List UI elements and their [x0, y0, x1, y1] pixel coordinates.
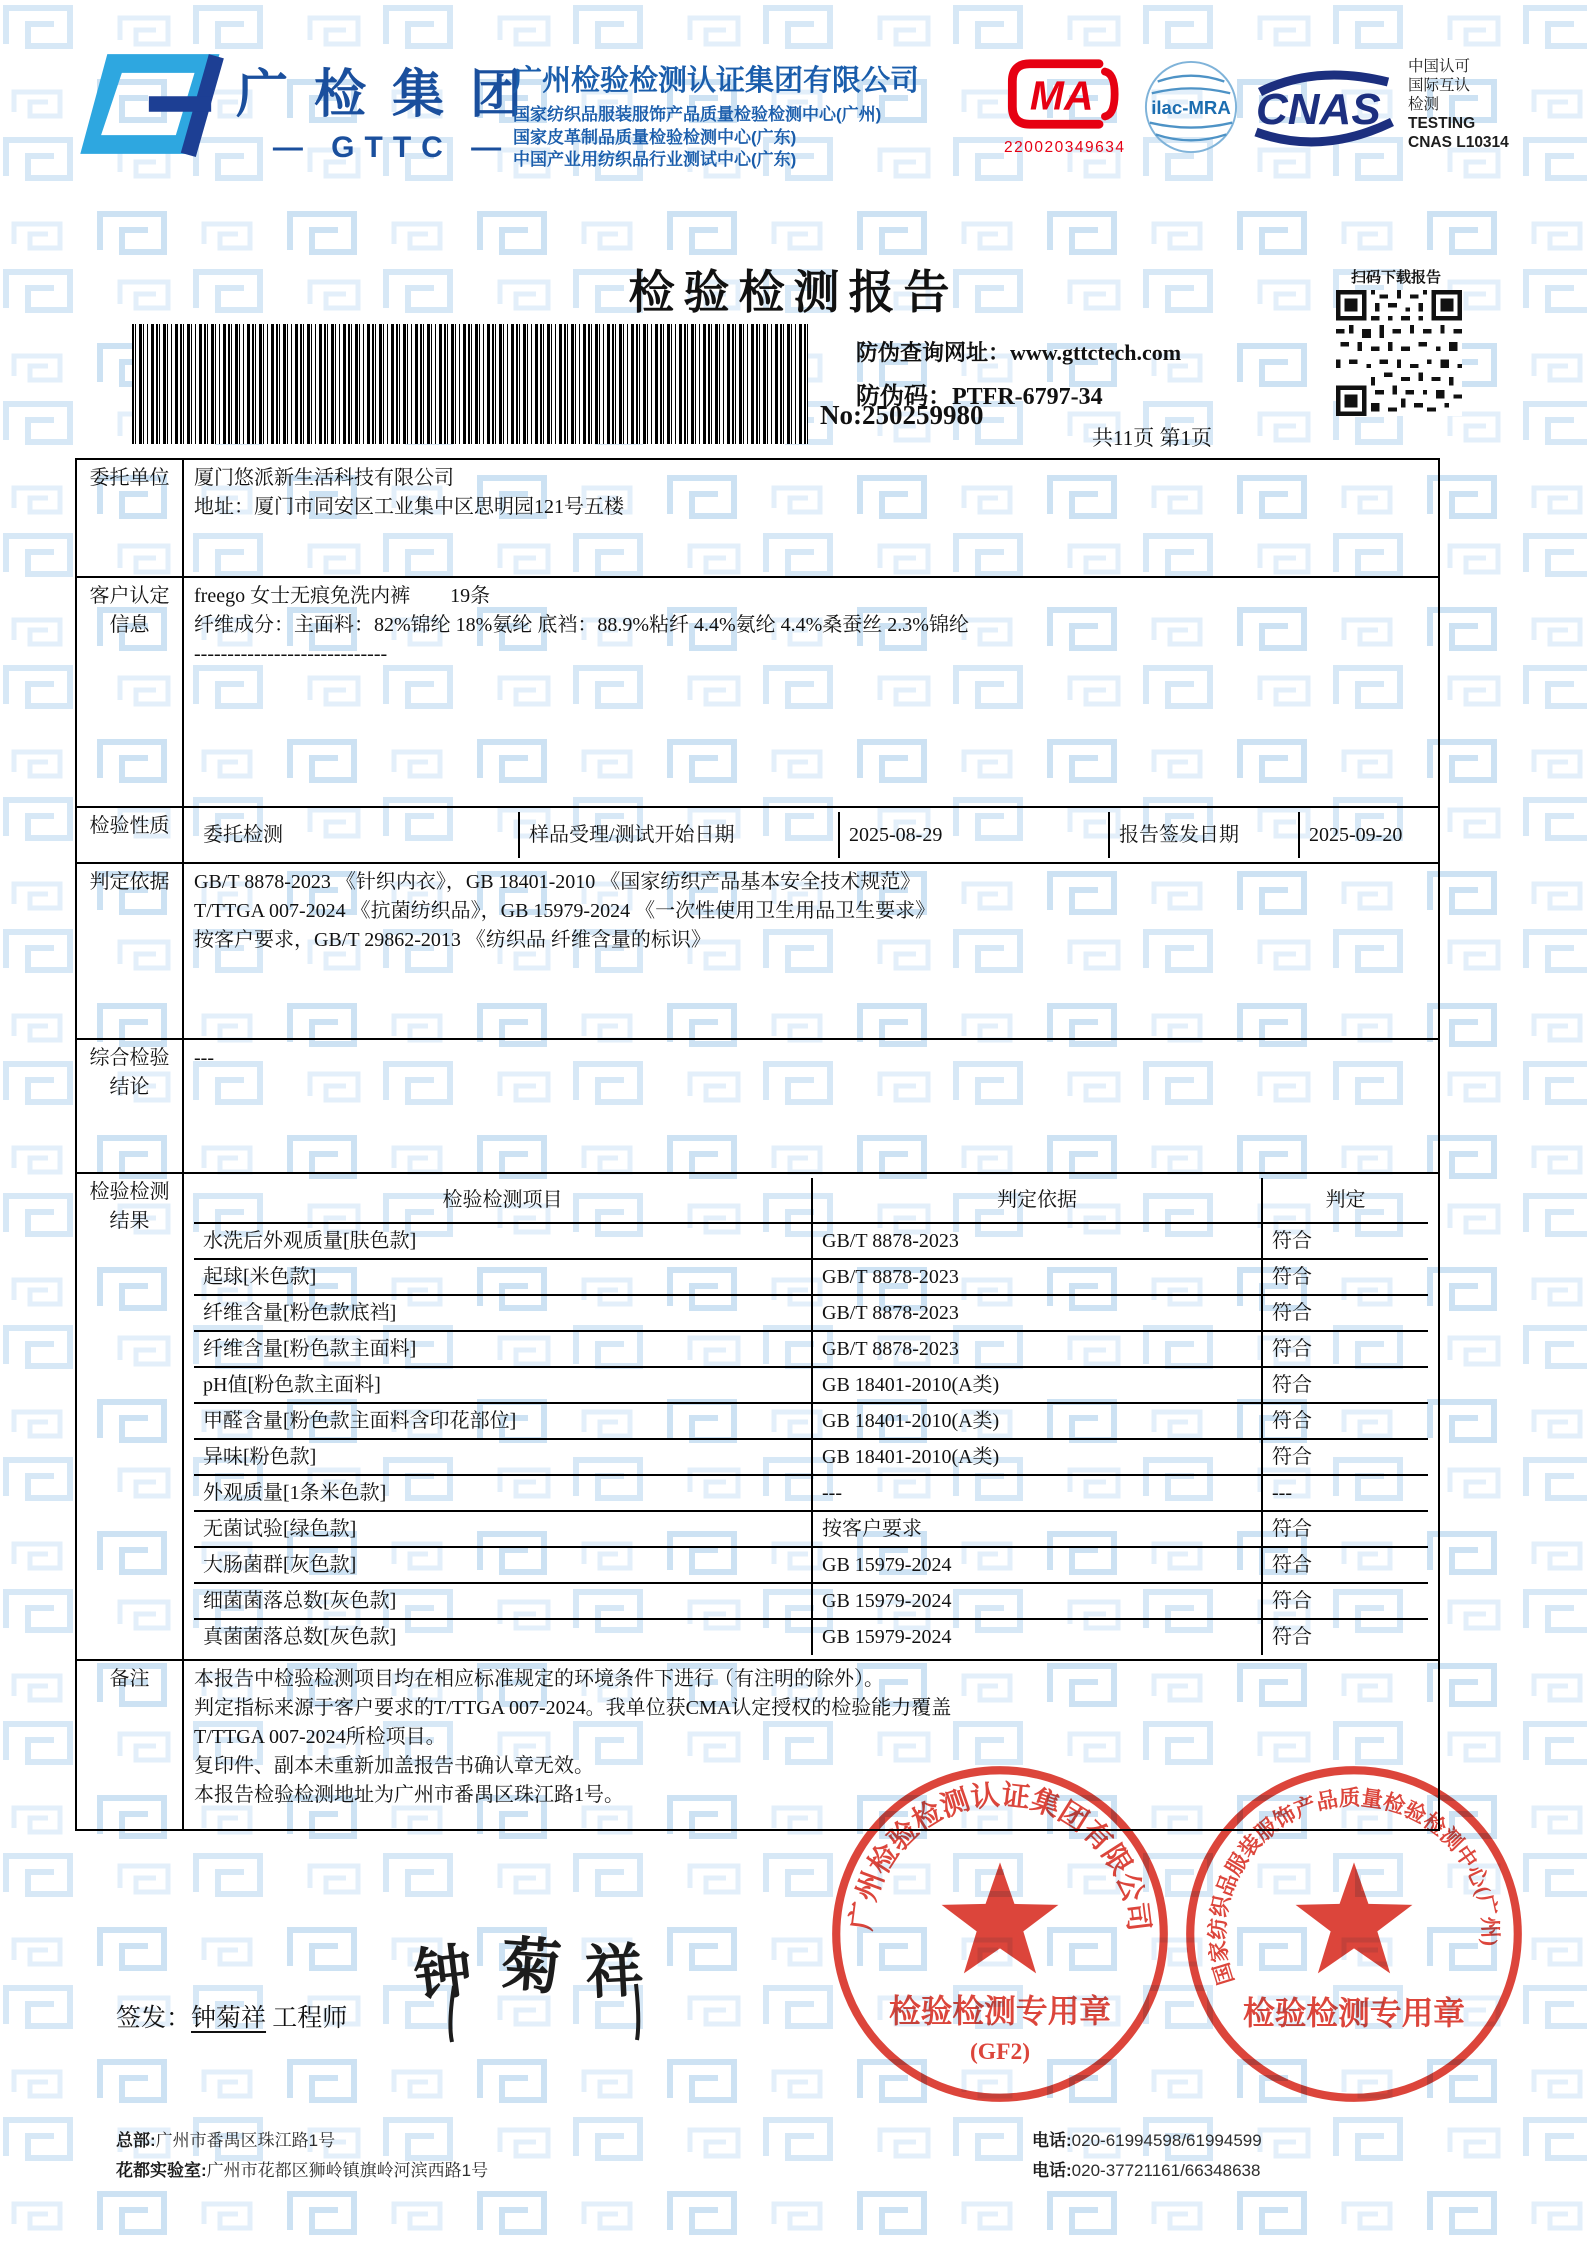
result-basis: GB/T 8878-2023: [812, 1331, 1262, 1367]
results-col-item: 检验检测项目: [442, 1188, 563, 1211]
remark-line-1: 本报告中检验检测项目均在相应标准规定的环境条件下进行（有注明的除外）。: [194, 1668, 884, 1690]
nature-value: 委托检测: [203, 823, 283, 846]
result-row: [194, 1295, 1428, 1331]
remark-line-3: T/TTGA 007-2024所检项目。: [194, 1726, 446, 1748]
accreditation-line-1: 中国认可: [1408, 58, 1471, 75]
sample-name: freego 女士无痕免洗内裤 19条: [194, 585, 491, 607]
stamp-sub-text: (GF2): [969, 2038, 1031, 2065]
accreditation-line-5: CNAS L10314: [1408, 133, 1509, 151]
result-basis: 按客户要求: [812, 1511, 1262, 1547]
result-basis: GB 18401-2010(A类): [812, 1367, 1262, 1403]
issue-date-label: 报告签发日期: [1109, 812, 1299, 858]
conclusion-label: 综合检验结论: [76, 1039, 183, 1173]
gttc-logo-icon: [78, 50, 228, 158]
company-subline-2: 国家皮革制品质量检验检测中心(广东): [513, 127, 797, 147]
result-verdict: 符合: [1262, 1439, 1428, 1475]
result-item: 细菌菌落总数[灰色款]: [194, 1583, 812, 1619]
footer-lab-label: 花都实验室:: [116, 2160, 207, 2180]
remark-label: 备注: [76, 1660, 183, 1830]
result-item: 起球[米色款]: [194, 1259, 812, 1295]
result-row: [194, 1583, 1428, 1619]
result-row: [194, 1331, 1428, 1367]
result-item: 大肠菌群[灰色款]: [194, 1547, 812, 1583]
ilac-letters: ilac-MRA: [1151, 96, 1231, 118]
qr-caption: 扫码下载报告: [1350, 270, 1441, 286]
signature-label: 签发：: [116, 2005, 192, 2032]
footer-hq-label: 总部:: [116, 2131, 156, 2150]
receive-date-label: 样品受理/测试开始日期: [519, 812, 839, 858]
entrust-label: 委托单位: [76, 459, 183, 577]
qr-code: [1336, 290, 1462, 416]
stamp-ring-text: 广州检验检测认证集团有限公司: [845, 1779, 1155, 1934]
company-subline-1: 国家纺织品服装服饰产品质量检验检测中心(广州): [513, 105, 882, 124]
brand-name-en: — GTTC —: [272, 131, 512, 164]
table-row: [76, 577, 1439, 807]
result-item: 真菌菌落总数[灰色款]: [194, 1619, 812, 1655]
result-row: [194, 1547, 1428, 1583]
result-row: [194, 1511, 1428, 1547]
conclusion-value: ---: [183, 1039, 1439, 1173]
accreditation-line-2: 国际互认: [1408, 76, 1471, 94]
entrust-company: 厦门悠派新生活科技有限公司: [194, 467, 454, 489]
result-item: 异味[粉色款]: [194, 1439, 812, 1475]
result-verdict: 符合: [1262, 1619, 1428, 1655]
result-basis: GB 15979-2024: [812, 1619, 1262, 1655]
table-row: [76, 863, 1439, 1039]
result-item: 无菌试验[绿色款]: [194, 1511, 812, 1547]
ilac-mra-logo-icon: [1142, 58, 1240, 156]
report-table: [75, 458, 1440, 1831]
svg-text:菊: 菊: [498, 1931, 564, 2002]
result-basis: GB 18401-2010(A类): [812, 1439, 1262, 1475]
table-row: [76, 807, 1439, 863]
signature-title: 工程师: [272, 2005, 348, 2032]
footer-hq-address: 广州市番禺区珠江路1号: [155, 2131, 336, 2150]
cma-mark: [1004, 56, 1125, 157]
antifake-code: 防伪码：PTFR-6797-34: [856, 384, 1103, 410]
result-basis: GB/T 8878-2023: [812, 1295, 1262, 1331]
table-row: [76, 459, 1439, 577]
footer-tel2-label: 电话:: [1032, 2160, 1072, 2180]
cma-logo-icon: [1004, 56, 1122, 132]
report-title: 检验检测报告: [628, 267, 959, 318]
result-verdict: 符合: [1262, 1511, 1428, 1547]
result-row: [194, 1223, 1428, 1259]
result-item: pH值[粉色款主面料]: [194, 1367, 812, 1403]
svg-text:钟: 钟: [410, 1937, 477, 2010]
footer-tel2: 020-37721161/66348638: [1071, 2160, 1261, 2180]
stamp-center-text: 检验检测专用章: [1242, 1996, 1466, 2032]
stamp-center-text: 检验检测专用章: [888, 1994, 1112, 2030]
result-item: 纤维含量[粉色款底裆]: [194, 1295, 812, 1331]
result-verdict: 符合: [1262, 1331, 1428, 1367]
result-basis: GB 15979-2024: [812, 1547, 1262, 1583]
result-basis: ---: [812, 1475, 1262, 1511]
report-number: No:250259980: [820, 400, 984, 430]
customer-info-label: 客户认定信息: [76, 577, 183, 807]
receive-date: 2025-08-29: [839, 812, 1109, 858]
results-table: [194, 1178, 1428, 1655]
cma-letters: MA: [1029, 72, 1094, 119]
table-row: [76, 1039, 1439, 1173]
company-name: 广州检验检测认证集团有限公司: [513, 65, 920, 97]
result-item: 甲醛含量[粉色款主面料含印花部位]: [194, 1403, 812, 1439]
results-col-basis: 判定依据: [812, 1178, 1262, 1223]
footer-tel1-label: 电话:: [1032, 2131, 1072, 2150]
accreditation-block: [1408, 58, 1509, 153]
result-verdict: 符合: [1262, 1259, 1428, 1295]
basis-line-1: GB/T 8878-2023 《针织内衣》，GB 18401-2010 《国家纺织产品基本安全技术规范》: [194, 871, 921, 893]
stamp-right: [1180, 1760, 1528, 2108]
result-verdict: 符合: [1262, 1403, 1428, 1439]
entrust-content: [183, 459, 1439, 577]
customer-info-content: [183, 577, 1439, 807]
remark-line-4: 复印件、副本未重新加盖报告书确认章无效。: [194, 1755, 594, 1777]
cnas-letters: CNAS: [1256, 85, 1381, 134]
footer-phones: [1032, 2126, 1262, 2186]
results-label: 检验检测结果: [76, 1173, 183, 1660]
result-item: 外观质量[1条米色款]: [194, 1475, 812, 1511]
footer-addresses: [116, 2126, 488, 2186]
result-basis: GB 15979-2024: [812, 1583, 1262, 1619]
cnas-logo-icon: [1246, 66, 1398, 150]
result-row: [194, 1259, 1428, 1295]
result-row: [194, 1439, 1428, 1475]
stamp-left: [826, 1760, 1174, 2108]
stamp-ring-text: 国家纺织品服装服饰产品质量检验检测中心(广州): [1205, 1785, 1503, 1988]
issue-date: 2025-09-20: [1299, 812, 1428, 858]
result-basis: GB/T 8878-2023: [812, 1223, 1262, 1259]
result-basis: GB 18401-2010(A类): [812, 1403, 1262, 1439]
result-verdict: 符合: [1262, 1547, 1428, 1583]
signature-name: 钟菊祥: [191, 2005, 267, 2032]
accreditation-line-4: TESTING: [1408, 114, 1476, 132]
result-item: 纤维含量[粉色款主面料]: [194, 1331, 812, 1367]
result-verdict: ---: [1262, 1475, 1428, 1511]
divider-dashes: -----------------------------: [194, 643, 388, 665]
basis-line-3: 按客户要求，GB/T 29862-2013 《纺织品 纤维含量的标识》: [194, 929, 711, 951]
fiber-composition: 纤维成分：主面料：82%锦纶 18%氨纶 底裆：88.9%粘纤 4.4%氨纶 4.4%桑蚕丝 2.3%锦纶: [194, 614, 969, 636]
signature-line: [116, 1998, 347, 2034]
result-row: [194, 1367, 1428, 1403]
basis-line-2: T/TTGA 007-2024 《抗菌纺织品》，GB 15979-2024 《一次性使用卫生用品卫生要求》: [194, 900, 936, 922]
result-row: [194, 1403, 1428, 1439]
result-verdict: 符合: [1262, 1295, 1428, 1331]
entrust-address: 地址：厦门市同安区工业集中区思明园121号五楼: [194, 496, 624, 518]
result-row: [194, 1475, 1428, 1511]
barcode: [132, 324, 808, 444]
page-info: 共11页 第1页: [1092, 426, 1212, 450]
table-row: [76, 1173, 1439, 1660]
svg-text:祥: 祥: [583, 1938, 645, 2007]
antifake-url: 防伪查询网址：www.gttctech.com: [856, 340, 1182, 365]
company-subline-3: 中国产业用纺织品行业测试中心(广东): [513, 150, 797, 170]
results-col-verdict: 判定: [1262, 1178, 1428, 1223]
basis-content: [183, 863, 1439, 1039]
result-basis: GB/T 8878-2023: [812, 1259, 1262, 1295]
basis-label: 判定依据: [76, 863, 183, 1039]
footer-lab-address: 广州市花都区狮岭镇旗岭河滨西路1号: [206, 2160, 489, 2180]
accreditation-line-3: 检测: [1408, 95, 1440, 113]
result-row: [194, 1619, 1428, 1655]
cma-number: 220020349634: [1004, 139, 1126, 156]
result-verdict: 符合: [1262, 1223, 1428, 1259]
result-verdict: 符合: [1262, 1583, 1428, 1619]
result-item: 水洗后外观质量[肤色款]: [194, 1223, 812, 1259]
remark-line-2: 判定指标来源于客户要求的T/TTGA 007-2024。我单位获CMA认定授权的检验能力覆盖: [194, 1697, 952, 1719]
footer-tel1: 020-61994598/61994599: [1071, 2131, 1262, 2150]
remark-line-5: 本报告检验检测地址为广州市番禺区珠江路1号。: [194, 1784, 624, 1806]
result-verdict: 符合: [1262, 1367, 1428, 1403]
nature-label: 检验性质: [76, 807, 183, 863]
brand-name-cn: 广检集团: [236, 66, 549, 124]
handwritten-signature: [408, 1928, 678, 2048]
